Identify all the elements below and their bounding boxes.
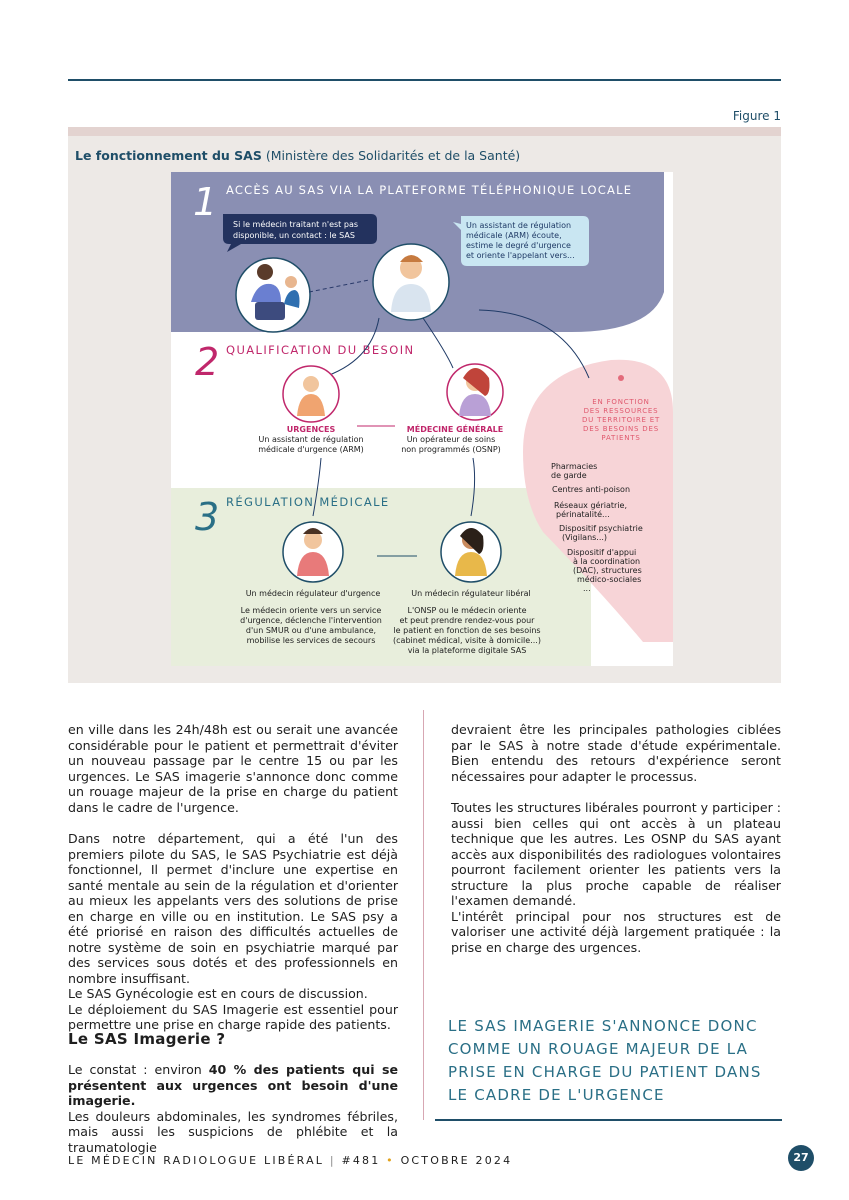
figure-top-band [68,127,781,136]
footer-date: OCTOBRE 2024 [400,1154,513,1167]
bubble-right-line4: et oriente l'appelant vers... [466,251,575,260]
pin-item-2: de garde [551,471,587,480]
page-number: 27 [788,1145,814,1171]
footer-separator: | [329,1154,336,1167]
article-left-column [68,722,398,1033]
pull-quote: LE SAS IMAGERIE S'ANNONCE DONC COMME UN ROUAGE MAJEUR DE LA PRISE EN CHARGE DU PATIENT DANS LE CADRE DE L'URGENCE [448,1017,762,1104]
step3-right-heading: Un médecin régulateur libéral [411,589,531,598]
top-rule [68,79,781,81]
pin-item-11: médico-sociales [577,575,642,584]
step3-right-text-3: le patient en fonction de ses besoins [393,626,541,635]
left-paragraph-3: Le SAS Gynécologie est en cours de discussion. [68,986,368,1001]
section-paragraph-1 [68,1062,398,1109]
step3-right-text-1: L'ONSP ou le médecin oriente [407,606,527,615]
article-right-column [451,722,781,955]
pin-heading-5: PATIENTS [601,434,641,442]
medecine-generale-osnp-icon [447,364,503,420]
bubble-right-line3: estime le degré d'urgence [466,241,571,250]
step3-right-text-5: via la plateforme digitale SAS [407,646,527,655]
bubble-right-line2: médicale (ARM) écoute, [466,231,562,240]
caller-family-icon [236,258,310,332]
step3-left-text-1: Le médecin oriente vers un service [240,606,382,615]
section-paragraph-1-pre: Le constat : environ [68,1062,209,1077]
urgences-text-1: Un assistant de régulation [258,435,364,444]
section-title: Le SAS Imagerie ? [68,1030,226,1048]
left-paragraph-2: Dans notre département, qui a été l'un des premiers pilote du SAS, le SAS Psychiatrie est déjà fonctionnel, Il permet d'inclure une expertise en santé mentale au sein de la régulation et d'orienter au mieux les appelants vers des solutions de prise en charge en ville ou en institution. Le SAS psy a été priorisé en raison des difficultés actuelles de notre système de soin en psychiatrie marqué par des services sous dotés et des professionnels en nombre insuffisant. [68,831,398,986]
pin-heading-1: EN FONCTION [592,398,650,406]
step3-right-text-4: (cabinet médical, visite à domicile...) [393,636,541,645]
pin-heading-3: DU TERRITOIRE ET [581,416,661,424]
section-paragraph-2: Les douleurs abdominales, les syndromes fébriles, mais aussi les suspicions de phlébite et la traumatologie [68,1108,398,1155]
step3-number: 3 [195,495,220,539]
figure-caption [75,148,520,163]
liberal-regulator-icon [441,522,501,582]
pin-item-6: Dispositif psychiatrie [559,524,643,533]
pin-item-4: Réseaux gériatrie, [554,501,627,510]
step3-title: RÉGULATION MÉDICALE [226,495,390,509]
right-paragraph-2: Toutes les structures libérales pourront y participer : aussi bien celles qui ont accès à un plateau technique que les autres. Les OSNP du SAS ayant accès aux disponibilités des radiologues volontaires pourront facilement orienter les patients vers la structure la plus proche capable de réaliser l'examen demandé. [451,800,782,908]
sas-infographic [171,172,673,666]
step2-title: QUALIFICATION DU BESOIN [226,343,415,357]
step3-right-text-2: et peut prendre rendez-vous pour [399,616,535,625]
figure-caption-rest: (Ministère des Solidarités et de la Santé) [261,148,521,163]
pin-item-5: périnatalité... [556,510,610,519]
pin-item-3: Centres anti-poison [552,485,631,494]
pin-item-10: (DAC), structures [573,566,642,575]
bubble-left-line2: disponible, un contact : le SAS [233,231,355,240]
right-paragraph-3: L'intérêt principal pour nos structures est de valoriser une activité déjà largement pratiquée : la prise en charge des urgences. [451,908,781,955]
pin-marker-dot [618,375,624,381]
step3-left-text-2: d'urgence, déclenche l'intervention [240,616,382,625]
bubble-left-line1: Si le médecin traitant n'est pas [233,220,359,229]
footer-magazine: LE MÉDECIN RADIOLOGUE LIBÉRAL [68,1154,325,1167]
mg-text-1: Un opérateur de soins [406,435,496,444]
urgences-heading: URGENCES [286,425,336,434]
section-paragraph-1-bold: 40 % des patients qui se présentent aux urgences ont besoin d'une imagerie. [68,1062,398,1108]
pin-item-7: (Vigilans...) [562,533,608,542]
urgences-regulator-icon [283,522,343,582]
mg-text-2: non programmés (OSNP) [401,445,501,454]
section-body [68,1062,398,1155]
pin-item-12: ... [583,584,591,593]
figure-label: Figure 1 [732,109,781,123]
step3-left-text-3: d'un SMUR ou d'une ambulance, [245,626,377,635]
right-paragraph-1: devraient être les principales pathologies ciblées par le SAS à notre stade d'étude expérimentale. Bien entendu des retours d'expérience seront nécessaires pour adapter le processus. [451,722,781,784]
footer [68,1154,512,1167]
step2-number: 2 [195,340,220,384]
step1-title: ACCÈS AU SAS VIA LA PLATEFORME TÉLÉPHONIQUE LOCALE [226,183,633,197]
step3-left-text-4: mobilise les services de secours [246,636,376,645]
arm-operator-icon [373,244,449,320]
urgences-text-2: médicale d'urgence (ARM) [258,445,364,454]
left-paragraph-1: en ville dans les 24h/48h est ou serait une avancée considérable pour le patient et permettrait d'éviter un nouveau passage par le centre 15 ou par les urgences. Le SAS imagerie s'annonce donc comme un rouage majeur de la prise en charge du patient dans le cadre de l'urgence. [68,722,398,815]
left-paragraph-4: Le déploiement du SAS Imagerie est essentiel pour permettre une prise en charge rapide des patients. [68,1001,398,1032]
pin-item-8: Dispositif d'appui [567,548,637,557]
step3-left-heading: Un médecin régulateur d'urgence [245,589,381,598]
figure-caption-bold: Le fonctionnement du SAS [75,148,262,163]
column-separator [423,710,424,1120]
mg-heading: MÉDECINE GÉNÉRALE [406,425,504,434]
pin-heading-2: DES RESSOURCES [583,407,659,415]
pin-heading-4: DES BESOINS DES [583,425,659,433]
urgences-arm-icon [283,366,339,422]
footer-issue: #481 [341,1154,381,1167]
bubble-right-line1: Un assistant de régulation [466,221,572,230]
pull-quote-rule [435,1119,782,1121]
step1-number: 1 [193,180,218,224]
pin-item-1: Pharmacies [551,462,598,471]
footer-bullet: • [386,1154,395,1167]
pin-item-9: à la coordination [573,557,641,566]
